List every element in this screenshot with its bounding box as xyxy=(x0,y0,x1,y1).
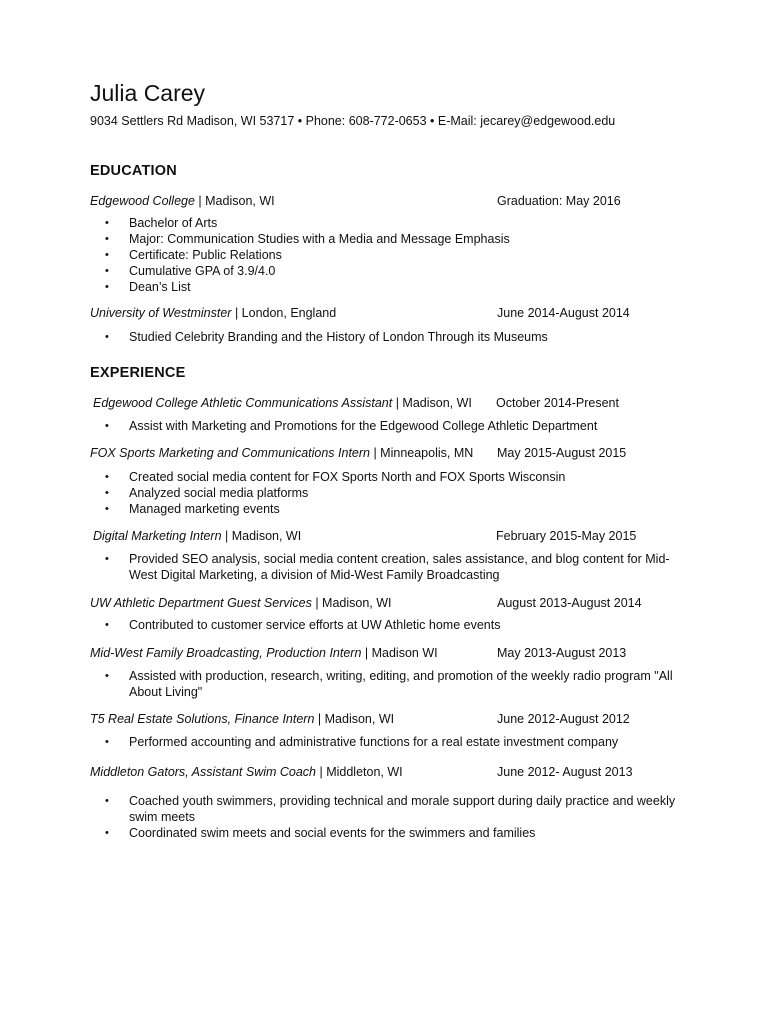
entry-date: Graduation: May 2016 xyxy=(497,194,621,208)
experience-bullet-list xyxy=(90,617,680,633)
bullet-icon: • xyxy=(105,265,109,277)
list-item: • Assist with Marketing and Promotions for the Edgewood College Athletic Department xyxy=(105,419,598,433)
education-entry-header xyxy=(90,194,690,210)
experience-entry-header xyxy=(93,396,693,412)
education-bullet-list xyxy=(90,215,680,295)
list-item: • Performed accounting and administrative functions for a real estate investment company xyxy=(105,735,619,749)
entry-organization: Edgewood College Athletic Communications Assistant xyxy=(93,396,393,410)
bullet-icon: • xyxy=(105,471,109,483)
entry-organization: FOX Sports Marketing and Communications Intern xyxy=(90,446,370,460)
list-item: • Studied Celebrity Branding and the History of London Through its Museums xyxy=(105,330,548,344)
bullet-icon: • xyxy=(105,217,109,229)
entry-organization: Mid-West Family Broadcasting, Production Intern xyxy=(90,646,362,660)
bullet-icon: • xyxy=(105,503,109,515)
entry-date: August 2013-August 2014 xyxy=(497,596,642,610)
bullet-icon: • xyxy=(105,553,109,565)
experience-bullet-list xyxy=(90,734,680,750)
experience-bullet-list xyxy=(90,418,680,434)
entry-location: | Madison, WI xyxy=(311,596,392,610)
entry-organization: T5 Real Estate Solutions, Finance Intern xyxy=(90,712,315,726)
list-item: • Dean’s List xyxy=(105,280,191,294)
entry-organization: UW Athletic Department Guest Services xyxy=(90,596,312,610)
entry-organization: Digital Marketing Intern xyxy=(93,529,222,543)
entry-location: | Madison, WI xyxy=(194,194,275,208)
list-item: • Cumulative GPA of 3.9/4.0 xyxy=(105,264,276,278)
list-item: • Created social media content for FOX Sports North and FOX Sports Wisconsin xyxy=(105,470,566,484)
bullet-icon: • xyxy=(105,619,109,631)
resume-name: Julia Carey xyxy=(90,80,206,106)
experience-entry-header xyxy=(90,646,690,662)
education-entry-header xyxy=(90,306,690,322)
bullet-icon: • xyxy=(105,331,109,343)
list-item: • Managed marketing events xyxy=(105,502,280,516)
contact-line: 9034 Settlers Rd Madison, WI 53717 • Phone: 608-772-0653 • E-Mail: jecarey@edgewood.edu xyxy=(90,114,616,128)
bullet-icon: • xyxy=(105,827,109,839)
entry-date: May 2015-August 2015 xyxy=(497,446,627,460)
entry-location: | Madison, WI xyxy=(392,396,472,410)
entry-location: | London, England xyxy=(231,306,337,320)
list-item: • Coordinated swim meets and social events for the swimmers and families xyxy=(105,826,536,840)
entry-organization: Middleton Gators, Assistant Swim Coach xyxy=(90,765,317,779)
experience-bullet-list xyxy=(90,469,680,517)
entry-date: October 2014-Present xyxy=(496,396,619,410)
list-item: • Provided SEO analysis, social media content creation, sales assistance, and blog content for Mid-West Digital Marketing, a division of Mid-West Family Broadcasting xyxy=(105,552,670,582)
education-heading: EDUCATION xyxy=(90,163,177,179)
list-item: • Bachelor of Arts xyxy=(105,216,218,230)
bullet-icon: • xyxy=(105,795,109,807)
experience-bullet-list xyxy=(90,551,680,583)
experience-entry-header xyxy=(90,446,690,462)
entry-date: June 2012- August 2013 xyxy=(497,765,633,779)
list-item: • Coached youth swimmers, providing technical and morale support during daily practice and weekly swim meets xyxy=(105,794,676,824)
entry-organization: University of Westminster xyxy=(90,306,232,320)
experience-heading: EXPERIENCE xyxy=(90,365,186,381)
entry-location: | Madison, WI xyxy=(221,529,302,543)
list-item: • Certificate: Public Relations xyxy=(105,248,282,262)
entry-date: February 2015-May 2015 xyxy=(496,529,637,543)
experience-entry-header xyxy=(90,765,690,781)
bullet-icon: • xyxy=(105,736,109,748)
experience-entry-header xyxy=(90,712,690,728)
entry-location: | Madison, WI xyxy=(314,712,395,726)
experience-bullet-list xyxy=(90,668,680,700)
entry-location: | Madison WI xyxy=(361,646,438,660)
list-item: • Major: Communication Studies with a Media and Message Emphasis xyxy=(105,232,510,246)
experience-entry-header xyxy=(93,529,693,545)
bullet-icon: • xyxy=(105,487,109,499)
experience-bullet-list xyxy=(90,793,680,841)
entry-organization: Edgewood College xyxy=(90,194,195,208)
education-bullet-list xyxy=(90,329,680,345)
list-item: • Contributed to customer service efforts at UW Athletic home events xyxy=(105,618,501,632)
entry-date: May 2013-August 2013 xyxy=(497,646,627,660)
bullet-icon: • xyxy=(105,420,109,432)
list-item: • Assisted with production, research, writing, editing, and promotion of the weekly radio program "All About Living" xyxy=(105,669,673,699)
bullet-icon: • xyxy=(105,233,109,245)
entry-date: June 2012-August 2012 xyxy=(497,712,630,726)
experience-entry-header xyxy=(90,596,690,612)
entry-date: June 2014-August 2014 xyxy=(497,306,630,320)
bullet-icon: • xyxy=(105,670,109,682)
list-item: • Analyzed social media platforms xyxy=(105,486,309,500)
entry-location: | Minneapolis, MN xyxy=(369,446,474,460)
bullet-icon: • xyxy=(105,249,109,261)
entry-location: | Middleton, WI xyxy=(316,765,403,779)
bullet-icon: • xyxy=(105,281,109,293)
